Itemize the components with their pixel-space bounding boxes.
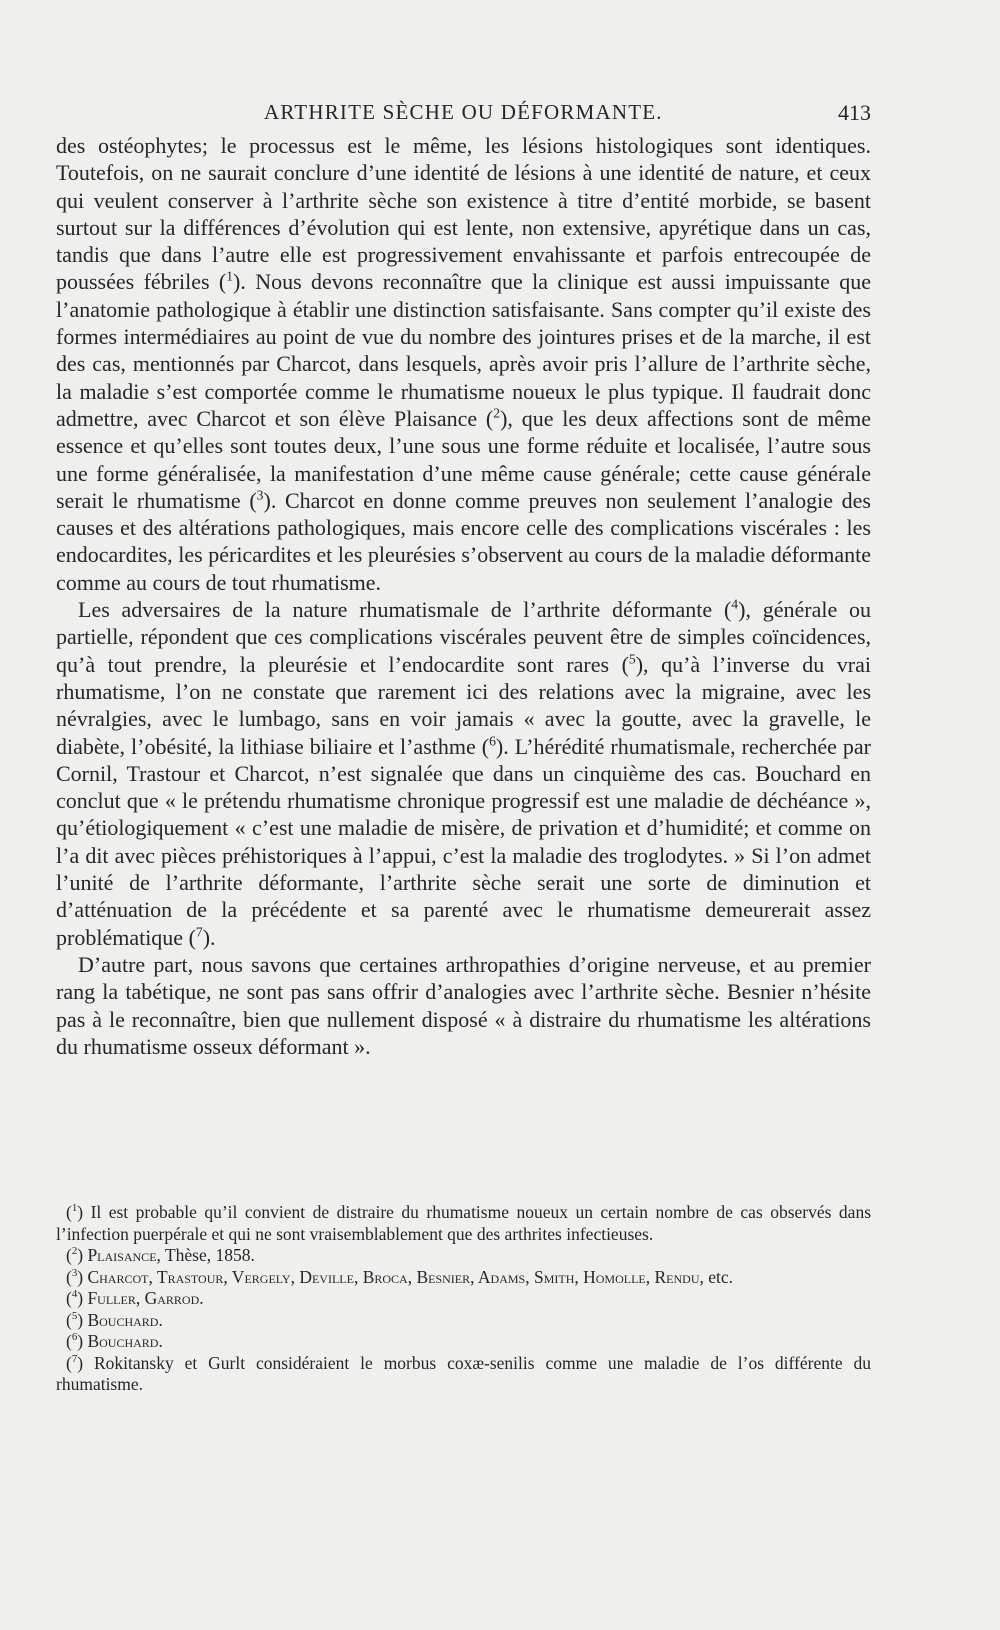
- footnote-marker: 7: [71, 1352, 78, 1365]
- footnote-1: ($^1$) Il est probable qu’il convient de distraire du rhumatisme noueux un certain nombre de cas observés dans l’infection puerpérale et qui ne sont vraisemblablement que des arthrites infectieuses.: [56, 1202, 872, 1244]
- footnote-text: Il est probable qu’il convient de distraire du rhumatisme noueux un certain nombre de cas observés dans l’infection puerpérale et qui ne sont vraisemblablement que des arthrites infectieuses.: [56, 1202, 872, 1244]
- footnote-text: Rokitansky et Gurlt considéraient le morbus coxæ-senilis comme une maladie de l’os différente du rhumatisme.: [56, 1352, 871, 1394]
- footnote-text: , Thèse, 1858.: [156, 1245, 255, 1265]
- footnote-marker: 6: [71, 1331, 78, 1344]
- footnote-marker: 4: [71, 1288, 78, 1301]
- footnote-text: , etc.: [699, 1266, 734, 1287]
- footnote-author: Fuller, Garrod: [87, 1288, 200, 1308]
- footnote-7: ($^7$) Rokitansky et Gurlt considéraient le morbus coxæ-senilis comme une maladie de l’os différente du rhumatisme.: [56, 1352, 871, 1394]
- footnote-text: .: [199, 1288, 204, 1308]
- footnote-ref: 1: [226, 269, 234, 285]
- paragraph-text: , qu’à l’inverse du vrai rhumatisme, l’on ne constate que rarement ici des relations avec la migraine, avec les névralgies, avec le lumbago, sans en voir jamais « avec la goutte, avec la gravelle, le diabète, l’obésité, la lithiase biliaire et l’asthme: [56, 651, 872, 759]
- paragraph-text: D’autre part, nous savons que certaines arthropathies d’origine nerveuse, et au premier rang la tabétique, ne sont pas sans offrir d’analogies avec l’arthrite sèche. Besnier n’hésite pas à le reconnaître, bien que nullement disposé « à distraire du rhumatisme les altérations du rhumatisme osseux déformant ».: [56, 951, 871, 1059]
- running-title: ARTHRITE SÈCHE OU DÉFORMANTE.: [264, 100, 663, 124]
- footnote-marker: 1: [71, 1202, 78, 1215]
- footnote-4: ($^4$) Fuller, Garrod.: [66, 1288, 204, 1308]
- footnote-2: ($^2$) Plaisance, Thèse, 1858.: [66, 1245, 255, 1265]
- body-text: [56, 132, 871, 1060]
- footnote-6: ($^6$) Bouchard.: [66, 1331, 163, 1351]
- footnote-text: .: [158, 1331, 163, 1351]
- paragraph-text: Les adversaires de la nature rhumatismale de l’arthrite déformante: [78, 597, 724, 623]
- paragraph-1: des ostéophytes; le processus est le même, les lésions histologiques sont identiques. Toutefois, on ne saurait conclure d’une identité de lésions à une identité de nature, et ceux qui veulent conserver à l’arthrite sèche son existence à titre d’entité morbide, se basent surtout sur la différences d’évolution qui est lente, non extensive, apyrétique dans un cas, tandis que dans l’autre elle est progressivement envahissante et parfois entrecoupée de poussées fébriles ($^1$). Nous devons reconnaître que la clinique est aussi impuissante que l’anatomie pathologique à établir une distinction satisfaisante. Sans compter qu’il existe des formes intermédiaires au point de vue du nombre des jointures prises et de la marche, il est des cas, mentionnés par Charcot, dans lesquels, après avoir pris l’allure de l’arthrite sèche, la maladie s’est comportée comme le rhumatisme noueux le plus typique. Il faudrait donc admettre, avec Charcot et son élève Plaisance ($^2$), que les deux affections sont de même essence et qu’elles sont toutes deux, l’une sous une forme réduite et localisée, l’autre sous une forme généralisée, la manifestation d’une même cause générale; cette cause générale serait le rhumatisme ($^3$). Charcot en donne comme preuves non seulement l’analogie des causes et des altérations pathologiques, mais encore celle des complications viscérales : les endocardites, les péricardites et les pleurésies s’observent au cours de la maladie déformante comme au cours de tout rhumatisme.: [56, 133, 871, 595]
- footnote-author: Plaisance: [87, 1245, 157, 1265]
- footnote-author: Bouchard: [87, 1331, 159, 1351]
- paragraph-text: . Charcot en donne comme preuves non seulement l’analogie des causes et des altérations pathologiques, mais encore celle des complications viscérales : les endocardites, les péricardites et les pleurésies s’observent au cours de la maladie déformante comme au cours de tout rhumatisme.: [56, 487, 871, 595]
- paragraph-2: Les adversaires de la nature rhumatismale de l’arthrite déformante ($^4$), générale ou partielle, répondent que ces complications viscérales peuvent être de simples coïncidences, qu’à tout prendre, la pleurésie et l’endocardite sont rares ($^5$), qu’à l’inverse du vrai rhumatisme, l’on ne constate que rarement ici des relations avec la migraine, avec les névralgies, avec le lumbago, sans en voir jamais « avec la goutte, avec la gravelle, le diabète, l’obésité, la lithiase biliaire et l’asthme ($^6$). L’hérédité rhumatismale, recherchée par Cornil, Trastour et Charcot, n’est signalée que dans un cinquième des cas. Bouchard en conclut que « le prétendu rhumatisme chronique progressif est une maladie de déchéance », qu’étiologiquement « c’est une maladie de misère, de privation et d’humidité; et comme on l’a dit avec pièces préhistoriques à l’appui, c’est la maladie des troglodytes. » Si l’on admet l’unité de l’arthrite déformante, l’arthrite sèche serait une sorte de diminution et d’atténuation de la précédente et sa parenté avec le rhumatisme demeurerait assez problématique ($^7$).: [56, 596, 872, 950]
- footnote-ref: 5: [628, 651, 636, 667]
- paragraph-text: .: [210, 924, 216, 950]
- footnote-ref: 7: [195, 924, 203, 940]
- footnote-marker: 3: [71, 1266, 78, 1279]
- footnote-marker: 2: [71, 1245, 78, 1258]
- paragraph-text: , que les deux affections sont de même essence et qu’elles sont toutes deux, l’une sous une forme réduite et localisée, l’autre sous une forme généralisée, la manifestation d’une même cause générale; cette cause générale serait le rhumatisme: [56, 405, 871, 513]
- paragraph-text: des ostéophytes; le processus est le même, les lésions histologiques sont identiques. Toutefois, on ne saurait conclure d’une identité de lésions à une identité de nature, et ceux qui veulent conserver à l’arthrite sèche son existence à titre d’entité morbide, se basent surtout sur la différences d’évolution qui est lente, non extensive, apyrétique dans un cas, tandis que dans l’autre elle est progressivement envahissante et parfois entrecoupée de poussées fébriles: [56, 133, 871, 295]
- footnote-author: Bouchard: [87, 1309, 159, 1330]
- footnote-ref: 2: [493, 405, 501, 421]
- paragraph-text: . L’hérédité rhumatismale, recherchée par Cornil, Trastour et Charcot, n’est signalée que dans un cinquième des cas. Bouchard en conclut que « le prétendu rhumatisme chronique progressif est une maladie de déchéance », qu’étiologiquement « c’est une maladie de misère, de privation et d’humidité; et comme on l’a dit avec pièces préhistoriques à l’appui, c’est la maladie des troglodytes. » Si l’on admet l’unité de l’arthrite déformante, l’arthrite sèche serait une sorte de diminution et d’atténuation de la précédente et sa parenté avec le rhumatisme demeurerait assez problématique: [56, 733, 871, 950]
- footnote-ref: 6: [489, 733, 496, 749]
- paragraph-text: . Nous devons reconnaître que la clinique est aussi impuissante que l’anatomie pathologique à établir une distinction satisfaisante. Sans compter qu’il existe des formes intermédiaires au point de vue du nombre des jointures prises et de la marche, il est des cas, mentionnés par Charcot, dans lesquels, après avoir pris l’allure de l’arthrite sèche, la maladie s’est comportée comme le rhumatisme noueux le plus typique. Il faudrait donc admettre, avec Charcot et son élève Plaisance: [56, 269, 871, 431]
- footnote-3: ($^3$) Charcot, Trastour, Vergely, Deville, Broca, Besnier, Adams, Smith, Homolle, Rendu, etc.: [66, 1266, 734, 1287]
- paragraph-3: [56, 951, 871, 1060]
- footnote-marker: 5: [71, 1309, 78, 1322]
- footnote-text: .: [158, 1309, 163, 1330]
- footnote-ref: 4: [731, 596, 739, 612]
- footnote-5: ($^5$) Bouchard.: [66, 1309, 163, 1330]
- footnote-author: Charcot, Trastour, Vergely, Deville, Broca, Besnier, Adams, Smith, Homolle, Rendu: [87, 1266, 700, 1287]
- paragraph-text: , générale ou partielle, répondent que ces complications viscérales peuvent être de simples coïncidences, qu’à tout prendre, la pleurésie et l’endocardite sont rares: [56, 597, 871, 677]
- page-number: 413: [838, 100, 871, 125]
- footnote-ref: 3: [256, 487, 264, 503]
- running-header: [56, 96, 871, 126]
- footnotes: [56, 1202, 871, 1396]
